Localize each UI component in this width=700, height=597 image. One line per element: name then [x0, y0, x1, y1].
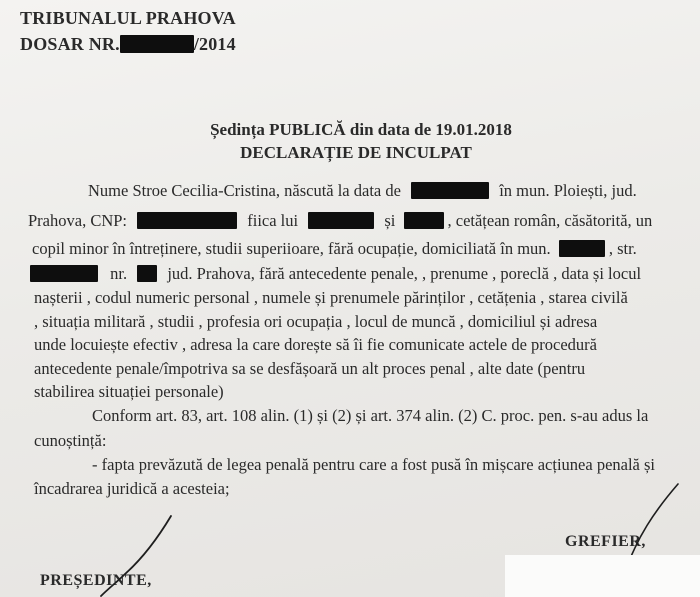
conjunction-text: și [384, 211, 396, 230]
president-label: PREȘEDINTE, [40, 572, 152, 589]
body-line-6: , situația militară , studii , profesia ori ocupația , locul de muncă , domiciliul și adresa [34, 312, 598, 331]
clerk-label: GREFIER, [565, 533, 646, 550]
document-title: DECLARAȚIE DE INCULPAT [240, 143, 472, 162]
citizenship-text: , cetățean român, căsătorită, un [447, 211, 653, 230]
body-line-2 [28, 212, 652, 230]
body-line-4 [30, 265, 641, 283]
body-line-11: cunoștință: [34, 431, 107, 450]
redacted-birth-date [411, 182, 489, 199]
body-line-9: stabilirea situației personale) [34, 382, 224, 401]
redacted-mother-name [404, 212, 444, 229]
body-line-7: unde locuiește efectiv , adresa la care dorește să îi fie comunicate actele de procedură [34, 335, 597, 354]
birth-date-text: Nume Stroe Cecilia-Cristina, născută la data de [88, 181, 401, 200]
number-label: nr. [110, 264, 128, 283]
body-line-10: Conform art. 83, art. 108 alin. (1) și (2) și art. 374 alin. (2) C. proc. pen. s-au adus la [92, 406, 649, 425]
family-status-text: copil minor în întreținere, studii superiioare, fără ocupație, domiciliată în mun. [32, 239, 551, 258]
paper-highlight [505, 555, 700, 597]
case-number-prefix: DOSAR NR. [20, 34, 120, 54]
body-line-5: nașterii , codul numeric personal , numele și prenumele părinților , cetățenia , starea civilă [34, 288, 628, 307]
case-number [20, 34, 236, 55]
cnp-label: Prahova, CNP: [28, 211, 127, 230]
body-line-12: - fapta prevăzută de legea penală pentru care a fost pusă în mișcare acțiunea penală și [92, 455, 655, 474]
father-label: fiica lui [247, 211, 299, 230]
redacted-city [559, 240, 605, 257]
redacted-street [30, 265, 98, 282]
redacted-cnp [137, 212, 237, 229]
case-number-suffix: /2014 [193, 34, 236, 54]
body-line-8: antecedente penale/împotriva sa se desfășoară un alt proces penal , alte date (pentru [34, 359, 586, 378]
street-label: , str. [608, 239, 637, 258]
body-line-13: încadrarea juridică a acesteia; [34, 479, 230, 498]
birth-place-text: în mun. Ploiești, jud. [499, 181, 637, 200]
redacted-number [137, 265, 157, 282]
session-line: Ședința PUBLICĂ din data de 19.01.2018 [210, 120, 512, 139]
personal-data-text: jud. Prahova, fără antecedente penale, , prenume , poreclă , data și locul [167, 264, 642, 283]
redacted-case-number [120, 35, 194, 53]
body-line-3 [32, 240, 637, 258]
redacted-father-name [308, 212, 374, 229]
court-name: TRIBUNALUL PRAHOVA [20, 8, 236, 28]
body-line-1 [88, 182, 637, 200]
